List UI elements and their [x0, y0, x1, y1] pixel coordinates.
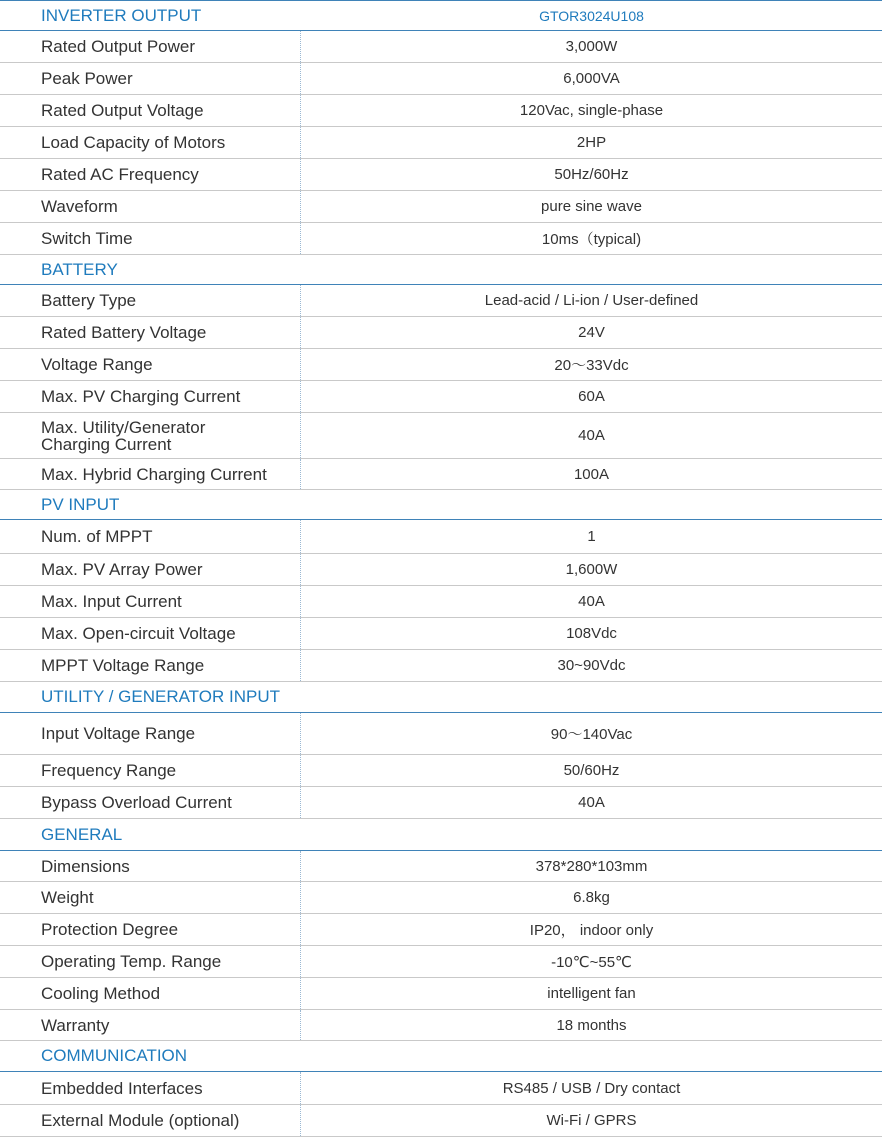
spec-value: RS485 / USB / Dry contact	[502, 1079, 681, 1097]
spec-label: Weight	[0, 882, 301, 913]
spec-row	[0, 63, 882, 95]
spec-value: 20～33Vdc	[554, 357, 629, 374]
section-title: PV INPUT	[41, 494, 120, 514]
spec-row	[0, 618, 882, 650]
spec-label: Rated AC Frequency	[0, 159, 301, 190]
spec-row	[0, 946, 882, 978]
spec-row	[0, 223, 882, 255]
spec-row	[0, 851, 882, 882]
spec-row	[0, 914, 882, 946]
model-number: GTOR3024U108	[539, 7, 644, 24]
spec-row	[0, 882, 882, 914]
section-header-general	[0, 819, 882, 851]
spec-row	[0, 413, 882, 459]
spec-value: 2HP	[576, 134, 607, 151]
spec-value: 24V	[578, 324, 605, 341]
spec-row	[0, 191, 882, 223]
spec-value: -10℃~55℃	[551, 953, 632, 971]
spec-row	[0, 349, 882, 381]
spec-value: 1	[587, 528, 596, 545]
spec-row	[0, 381, 882, 413]
section-title: INVERTER OUTPUT	[41, 5, 202, 25]
spec-label: Load Capacity of Motors	[0, 127, 301, 158]
spec-value: 40A	[578, 427, 605, 444]
spec-label: Max. Open-circuit Voltage	[0, 618, 301, 649]
spec-row	[0, 159, 882, 191]
section-title: BATTERY	[41, 259, 118, 279]
spec-label: Cooling Method	[0, 978, 301, 1009]
spec-value: Lead-acid / Li-ion / User-defined	[484, 292, 699, 309]
spec-label: Switch Time	[0, 223, 301, 254]
spec-label: Input Voltage Range	[0, 713, 301, 754]
section-title: UTILITY / GENERATOR INPUT	[41, 687, 280, 706]
spec-value: 50Hz/60Hz	[554, 166, 629, 183]
spec-label: Voltage Range	[0, 349, 301, 380]
spec-value: pure sine wave	[541, 198, 642, 215]
spec-row	[0, 554, 882, 586]
spec-value: 1,600W	[565, 561, 618, 578]
spec-value: 18 months	[556, 1016, 627, 1034]
spec-row	[0, 650, 882, 682]
spec-row	[0, 520, 882, 554]
spec-label: Max. PV Array Power	[0, 554, 301, 585]
spec-label: Rated Output Power	[0, 31, 301, 62]
spec-label: Bypass Overload Current	[0, 787, 301, 818]
spec-label: Warranty	[0, 1010, 301, 1040]
spec-row	[0, 1105, 882, 1137]
spec-label: Operating Temp. Range	[0, 946, 301, 977]
spec-row	[0, 978, 882, 1010]
spec-row	[0, 459, 882, 490]
spec-value: 30~90Vdc	[557, 657, 626, 674]
spec-value: 40A	[578, 794, 605, 811]
spec-value: 108Vdc	[566, 625, 617, 642]
spec-value: 378*280*103mm	[535, 857, 648, 875]
spec-row	[0, 31, 882, 63]
spec-row	[0, 787, 882, 819]
spec-label: Num. of MPPT	[0, 520, 301, 553]
spec-value: intelligent fan	[547, 985, 636, 1002]
spec-label: MPPT Voltage Range	[0, 650, 301, 681]
spec-value: Wi-Fi / GPRS	[546, 1112, 637, 1129]
spec-value: 6,000VA	[563, 70, 620, 87]
section-title: GENERAL	[41, 824, 123, 844]
spec-label: Waveform	[0, 191, 301, 222]
spec-row	[0, 1010, 882, 1041]
spec-value: 3,000W	[565, 38, 618, 55]
section-header-communication	[0, 1041, 882, 1072]
spec-value: 60A	[578, 388, 605, 405]
spec-row	[0, 1072, 882, 1105]
spec-label: Rated Battery Voltage	[0, 317, 301, 348]
spec-value: 40A	[578, 593, 605, 610]
spec-label: Protection Degree	[0, 914, 301, 945]
spec-row	[0, 127, 882, 159]
spec-label: Rated Output Voltage	[0, 95, 301, 126]
spec-value: IP20， indoor only	[529, 922, 654, 939]
spec-row	[0, 317, 882, 349]
section-header-utility-generator-input	[0, 682, 882, 713]
spec-value: 100A	[573, 465, 610, 483]
section-header-pv-input	[0, 490, 882, 520]
spec-label: Max. PV Charging Current	[0, 381, 301, 412]
spec-label: Peak Power	[0, 63, 301, 94]
spec-value: 50/60Hz	[563, 762, 620, 779]
spec-value: 10ms（typical)	[541, 231, 642, 248]
spec-row	[0, 285, 882, 317]
spec-label: Max. Hybrid Charging Current	[0, 459, 301, 489]
section-header-battery	[0, 255, 882, 285]
spec-label: Max. Utility/Generator Charging Current	[0, 413, 301, 458]
spec-value: 90～140Vac	[550, 726, 633, 743]
spec-value: 6.8kg	[573, 889, 610, 906]
spec-value: 120Vac, single-phase	[519, 102, 664, 119]
spec-label: Frequency Range	[0, 755, 301, 786]
spec-row	[0, 586, 882, 618]
section-header-inverter-output	[0, 1, 882, 31]
spec-label: Embedded Interfaces	[0, 1072, 301, 1104]
spec-label: Battery Type	[0, 285, 301, 316]
spec-row	[0, 713, 882, 755]
spec-label: Dimensions	[0, 851, 301, 881]
spec-label: External Module (optional)	[0, 1105, 301, 1136]
section-title: COMMUNICATION	[41, 1046, 188, 1065]
spec-row	[0, 755, 882, 787]
spec-label: Max. Input Current	[0, 586, 301, 617]
spec-row	[0, 95, 882, 127]
